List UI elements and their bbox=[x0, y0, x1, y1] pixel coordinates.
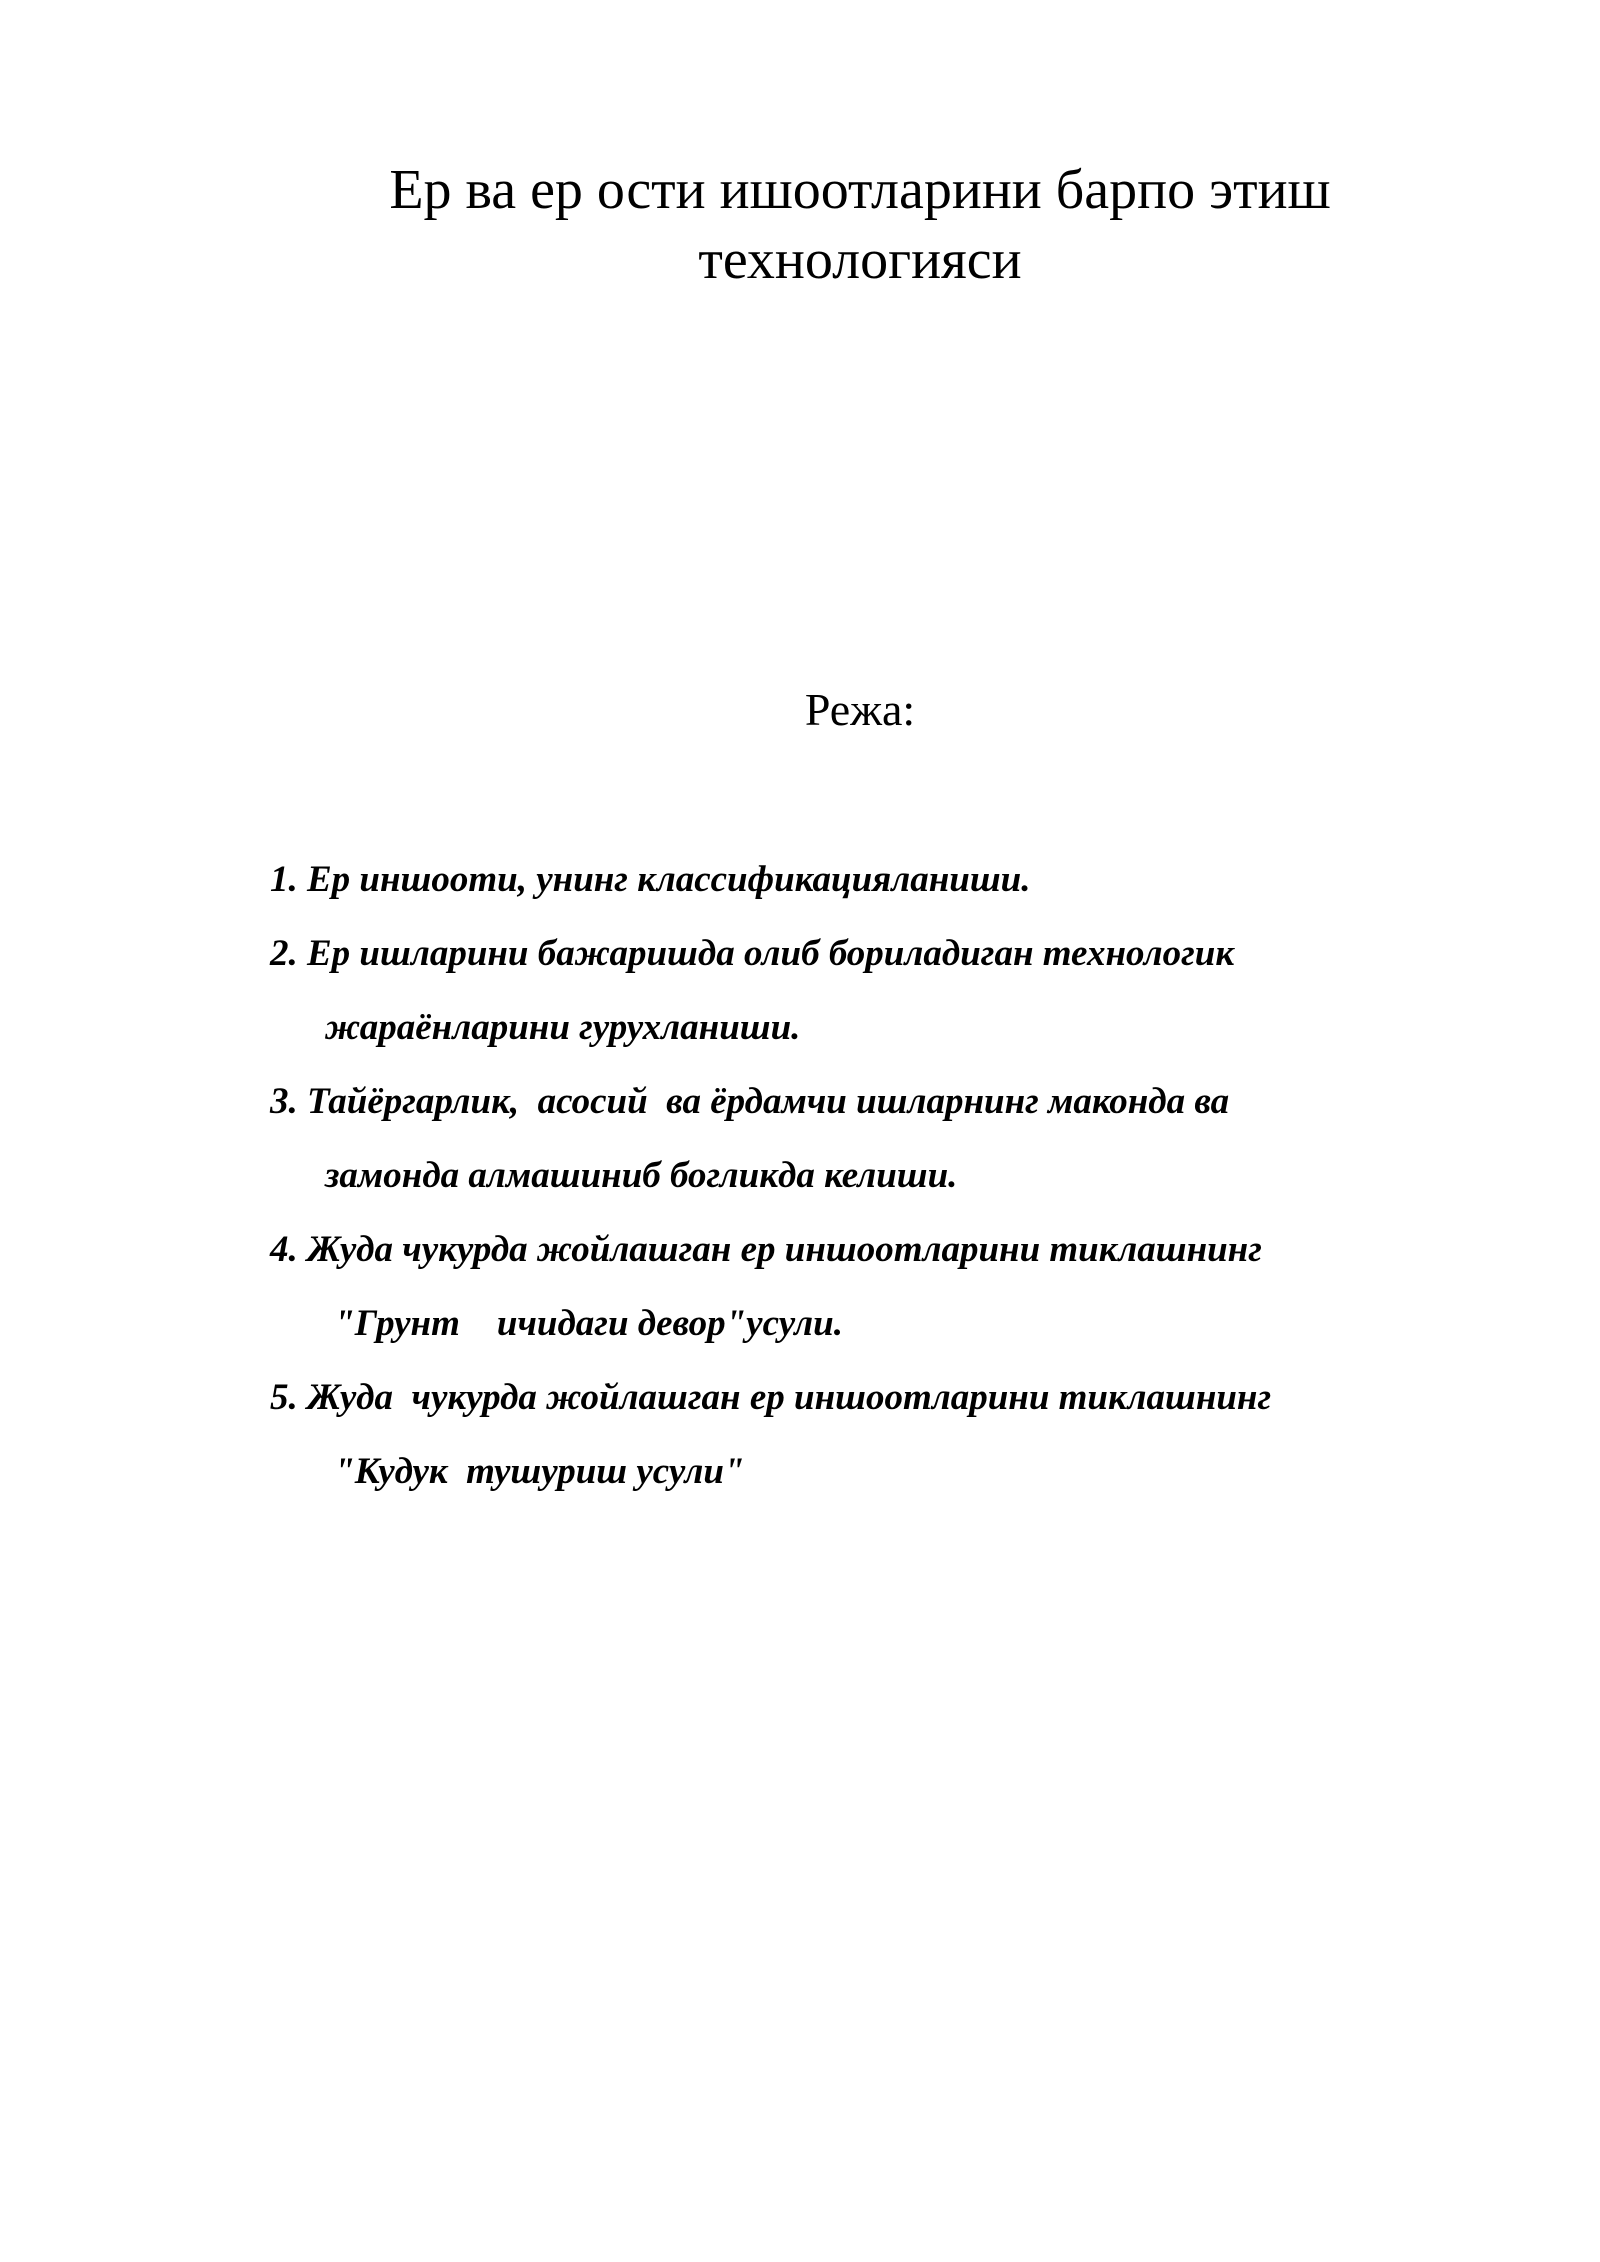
plan-item bbox=[270, 1213, 1470, 1361]
plan-item-line: 1. Ер иншооти, унинг классификацияланиши. bbox=[270, 859, 1031, 900]
plan-item bbox=[270, 1065, 1470, 1213]
plan-item-line: 4. Жуда чукурда жойлашган ер иншоотларини тиклашнинг bbox=[270, 1229, 1262, 1270]
plan-item-line: замонда алмашиниб богликда келиши. bbox=[325, 1155, 958, 1196]
document-title bbox=[250, 155, 1470, 295]
plan-item-line: 2. Ер ишларини бажаришда олиб бориладиган технологик bbox=[270, 933, 1235, 974]
plan-item-line: 3. Тайёргарлик, асосий ва ёрдамчи ишларнинг маконда ва bbox=[270, 1081, 1230, 1122]
plan-item-line: жараёнларини гурухланиши. bbox=[325, 1007, 801, 1048]
plan-item-line: "Грунт ичидаги девор"усули. bbox=[325, 1303, 843, 1344]
plan-heading: Режа: bbox=[804, 684, 916, 735]
document-title-line: Ер ва ер ости ишоотларини барпо этиш bbox=[389, 159, 1331, 221]
plan-item-line: 5. Жуда чукурда жойлашган ер иншоотларини тиклашнинг bbox=[270, 1377, 1272, 1418]
plan-list bbox=[270, 843, 1470, 1509]
plan-item bbox=[270, 917, 1470, 1065]
plan-item-line: "Кудук тушуриш усули" bbox=[325, 1451, 745, 1492]
plan-item bbox=[270, 843, 1470, 917]
plan-item bbox=[270, 1361, 1470, 1509]
document-title-line: технологияси bbox=[698, 229, 1022, 291]
